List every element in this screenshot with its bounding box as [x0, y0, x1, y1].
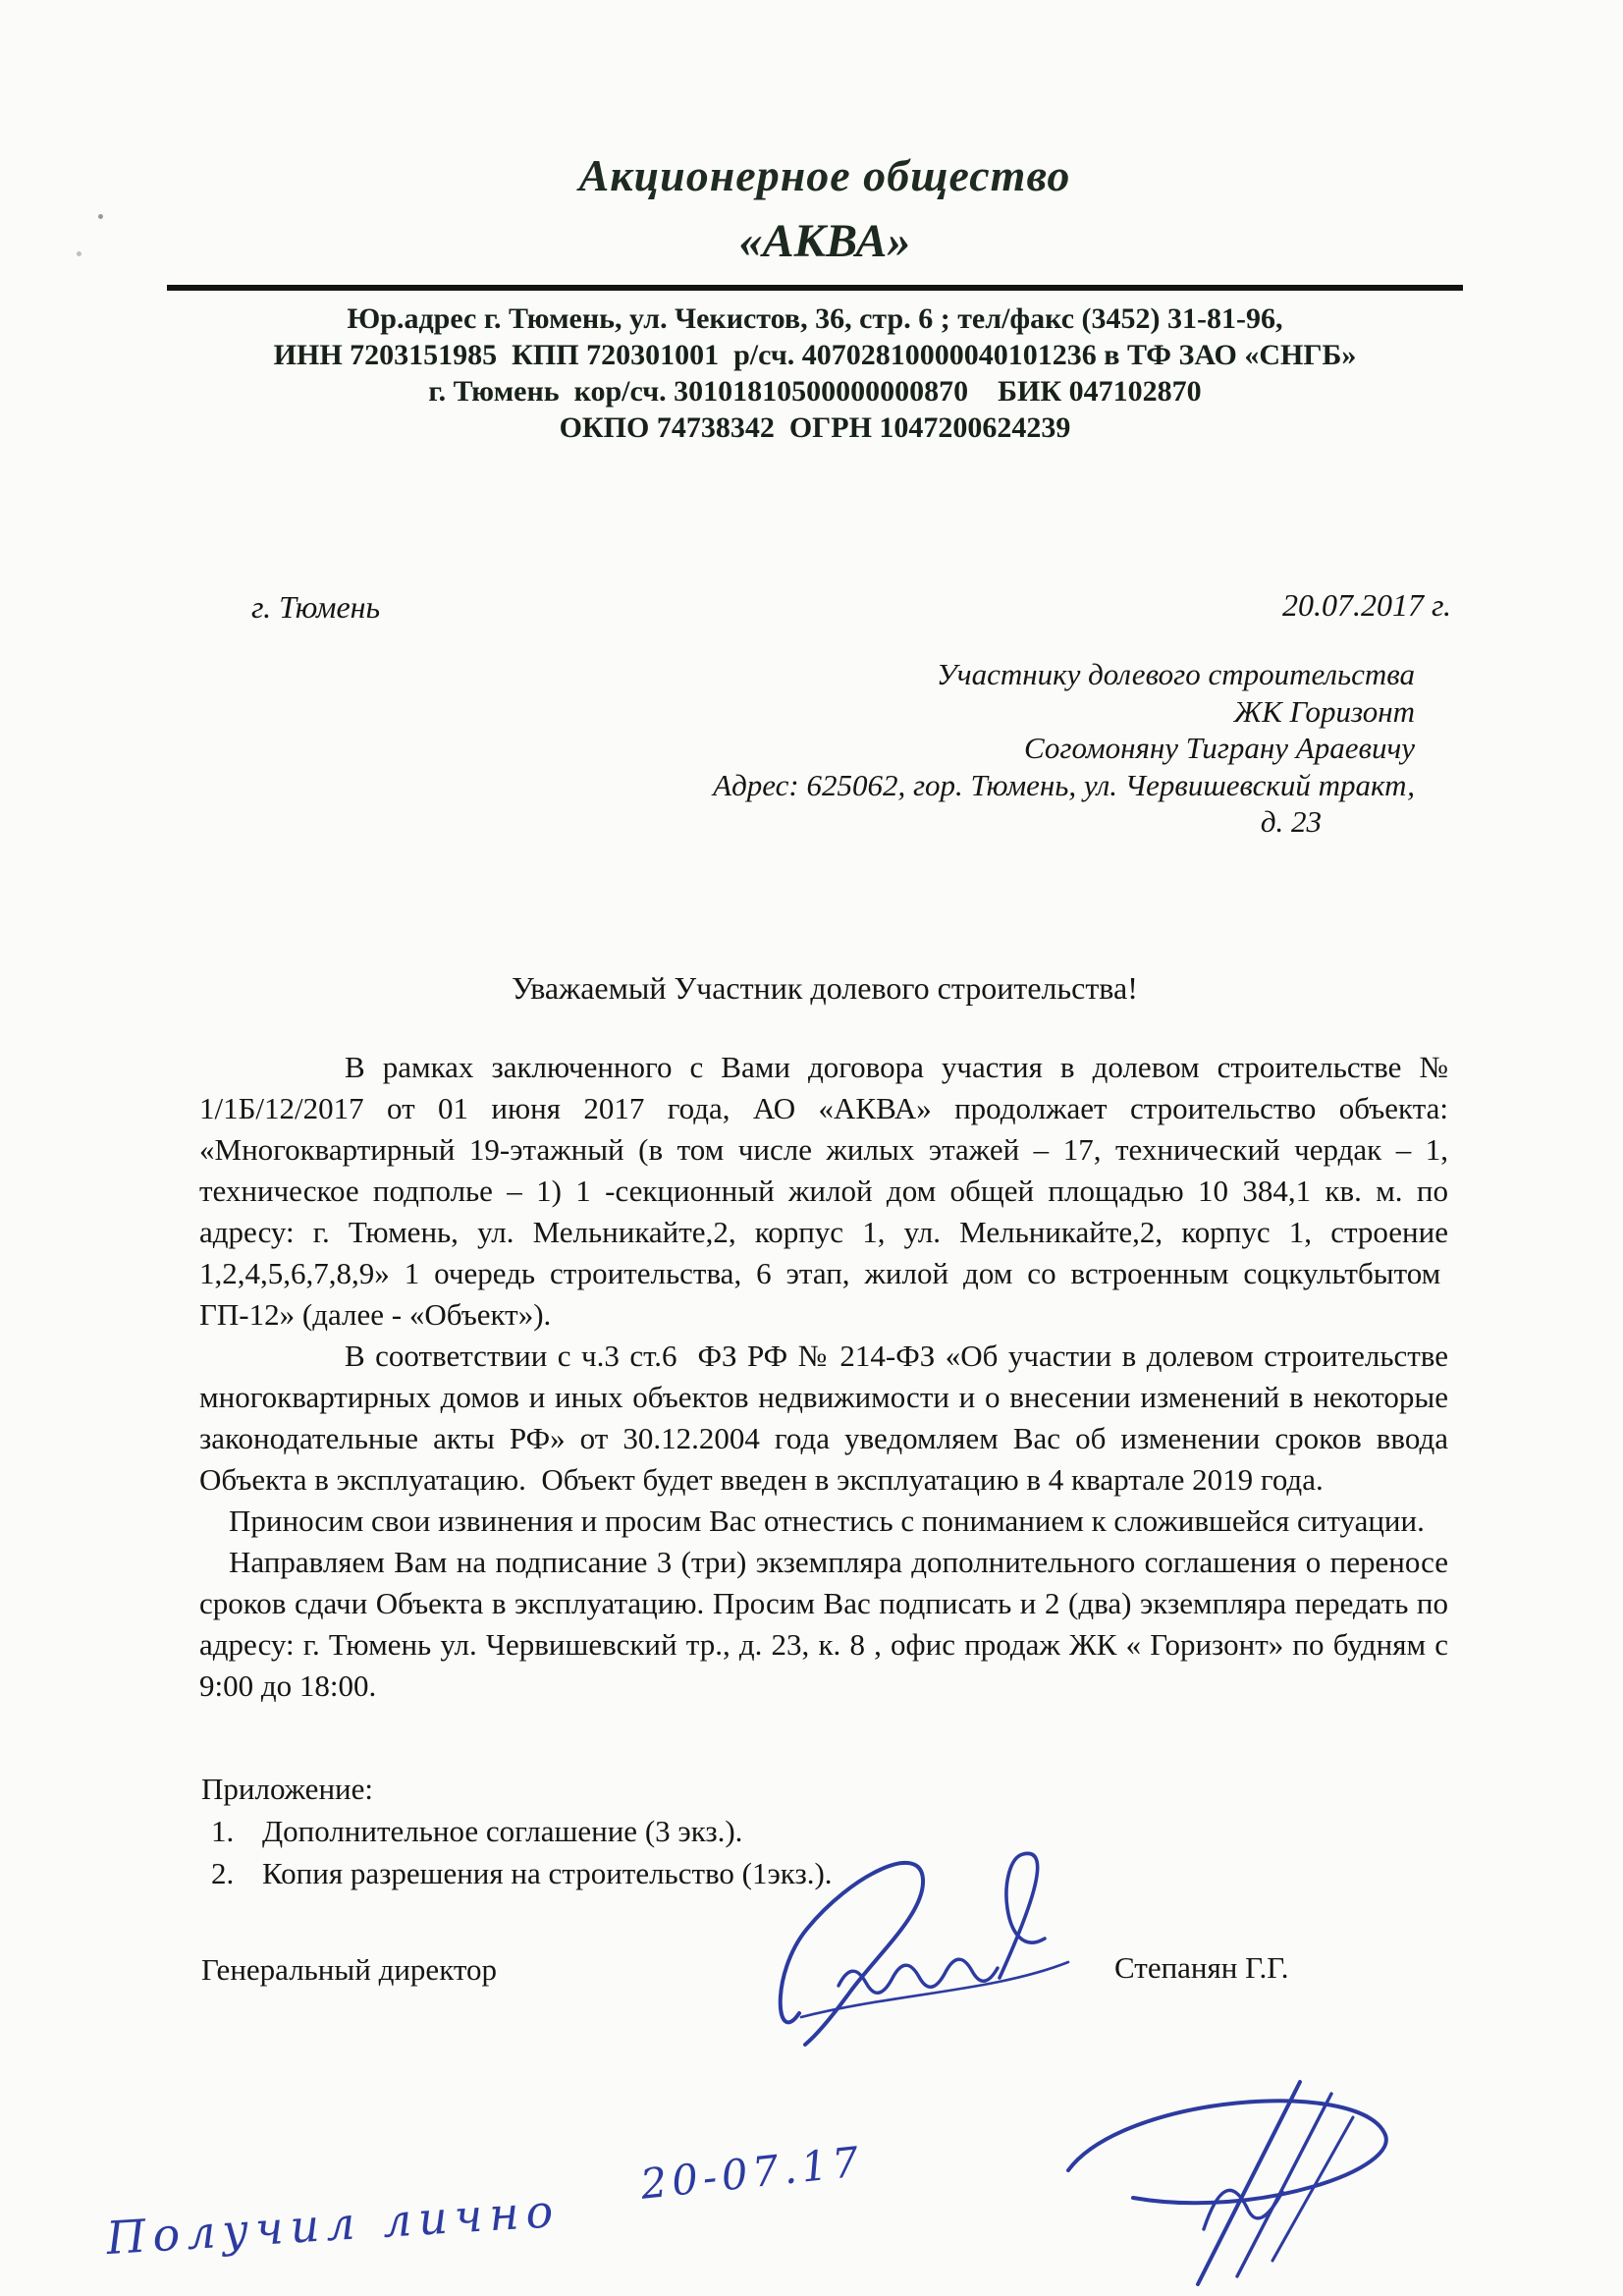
body-paragraph-1: В рамках заключенного с Вами договора участия в долевом строительстве № 1/1Б/12/2017 от 01 июня 2017 года, АО «АКВА» продолжает строительство объекта: «Многоквартирный 19-этажный (в том числе жилых этажей – 17, технический чердак – 1, техническое подполье – 1) 1 -секционный жилой дом общей площадью 10 384,1 кв. м. по адресу: г. Тюмень, ул. Мельникайте,2, корпус 1, ул. Мельникайте,2, корпус 1, строение 1,2,4,5,6,7,8,9» 1 очередь строительства, 6 этап, жилой дом со встроенным соцкультбытом ГП-12» (далее - «Объект»).	[199, 1050, 1448, 1332]
receiver-signature-ink	[1049, 2070, 1422, 2294]
recipient-address: Адрес: 625062, гор. Тюмень, ул. Червишевский тракт,	[713, 767, 1415, 802]
attachment-1-text: Дополнительное соглашение (3 экз.).	[262, 1814, 743, 1848]
signer-position-title: Генеральный директор	[201, 1952, 497, 1987]
letterhead-divider	[167, 285, 1463, 291]
handwritten-received-note: Получил лично	[104, 2183, 562, 2266]
recipient-name: Согомоняну Тиграну Араевичу	[1024, 731, 1415, 765]
body-paragraph-3: Приносим свои извинения и просим Вас отнестись с пониманием к сложившейся ситуации.	[229, 1503, 1425, 1538]
scan-speckle	[77, 251, 81, 256]
letter-body	[199, 1047, 1448, 1707]
requisites-line-inn-kpp: ИНН 7203151985 КПП 720301001 р/сч. 40702810000040101236 в ТФ ЗАО «СНГБ»	[273, 339, 1357, 371]
org-type-title: Акционерное общество	[578, 150, 1071, 200]
scan-speckle	[98, 214, 103, 219]
requisites-line-corr-account: г. Тюмень кор/сч. 30101810500000000870 БИК 047102870	[428, 375, 1202, 408]
requisites-line-okpo-ogrn: ОКПО 74738342 ОГРН 1047200624239	[559, 411, 1071, 444]
requisites-line-address: Юр.адрес г. Тюмень, ул. Чекистов, 36, стр. 6 ; тел/факс (3452) 31-81-96,	[347, 302, 1283, 335]
body-paragraph-4: Направляем Вам на подписание 3 (три) экземпляра дополнительного соглашения о переносе сроков сдачи Объекта в эксплуатацию. Просим Вас подписать и 2 (два) экземпляра передать по адресу: г. Тюмень ул. Червишевский тр., д. 23, к. 8 , офис продаж ЖК « Горизонт» по будням с 9:00 до 18:00.	[199, 1545, 1448, 1703]
body-paragraph-2: В соответствии с ч.3 ст.6 ФЗ РФ № 214-ФЗ «Об участии в долевом строительстве многоквартирных домов и иных объектов недвижимости и о внесении изменений в некоторые законодательные акты РФ» от 30.12.2004 года уведомляем Вас об изменении сроков ввода Объекта в эксплуатацию. Объект будет введен в эксплуатацию в 4 квартале 2019 года.	[199, 1339, 1448, 1497]
attachment-2-text: Копия разрешения на строительство (1экз.).	[262, 1856, 833, 1890]
attachment-1-number: 1.	[211, 1814, 235, 1848]
salutation: Уважаемый Участник долевого строительства!	[512, 970, 1138, 1006]
recipient-block	[433, 656, 1415, 841]
letter-date: 20.07.2017 г.	[1281, 587, 1451, 623]
letter-city: г. Тюмень	[251, 589, 381, 625]
director-signature-ink	[766, 1838, 1131, 2056]
recipient-complex: ЖК Горизонт	[1233, 693, 1415, 729]
signer-name: Степанян Г.Г.	[1114, 1950, 1289, 1985]
handwritten-received-date: 20-07.17	[638, 2137, 866, 2209]
recipient-role: Участнику долевого строительства	[936, 657, 1415, 691]
recipient-house: д. 23	[1260, 804, 1322, 839]
attachment-2-number: 2.	[211, 1856, 235, 1890]
letterhead-requisites	[167, 301, 1463, 446]
attachments-title: Приложение:	[201, 1772, 373, 1806]
org-name-title: «АКВА»	[738, 215, 911, 267]
